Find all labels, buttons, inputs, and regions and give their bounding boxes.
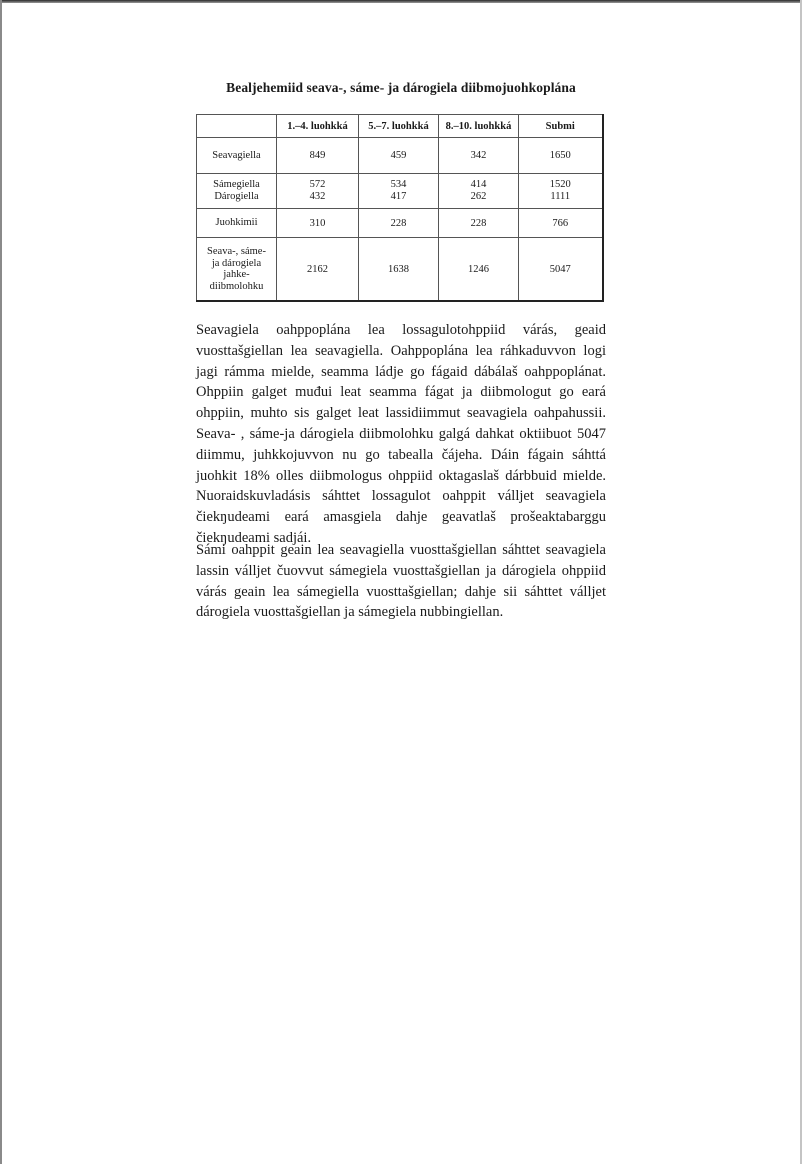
table-cell: 1638 bbox=[359, 238, 439, 302]
header-sum: Submi bbox=[519, 115, 603, 138]
row-label: Seavagiella bbox=[197, 138, 277, 174]
body-paragraph bbox=[196, 320, 606, 549]
header-empty bbox=[197, 115, 277, 138]
paragraph-text: Seavagiela oahppoplána lea lossagulotohppiid várás, geaid vuosttašgiellan lea seavagiella. Oahppoplána lea ráhkaduvvon logi jagi rámma mielde, seamma ládje go fágaid dábálaš oahppoplánat. Ohppiin galget muđui leat seamma fágat ja diibmologut go eará ohppiin, muhto sis galget leat lassidiimmut seavagiela oahpahussii. Seava- , sáme-ja dárogiela diibmolohku galgá dahkat oktiibuot 5047 diimmu, juhkkojuvvon nu go tabealla čájeha. Dáin fágain sáhttá juohkit 18% olles diibmologus ohppiid oktagaslaš dárbbuid mielde. Nuoraidskuvladásis sáhttet lossagulot oahppit válljet seavagiela čiekŋudeami eará amasgiela dahje geavatlaš prošeaktabarggu čiekŋudeami sadjái. bbox=[196, 322, 606, 546]
table-header-row bbox=[197, 115, 603, 138]
table-cell: 5047 bbox=[519, 238, 603, 302]
cell-line: 414 bbox=[470, 179, 487, 190]
body-paragraph bbox=[196, 540, 606, 623]
table-cell bbox=[359, 174, 439, 209]
row-label-line: jahke- bbox=[223, 269, 250, 280]
cell-line: 534 bbox=[390, 179, 407, 190]
table-cell: 228 bbox=[359, 209, 439, 238]
table-cell: 1650 bbox=[519, 138, 603, 174]
cell-line: 262 bbox=[470, 191, 487, 202]
cell-line: 1520 bbox=[549, 179, 571, 190]
hours-table bbox=[196, 114, 604, 302]
table-cell: 228 bbox=[439, 209, 519, 238]
table-row bbox=[197, 209, 603, 238]
scan-edge-top bbox=[0, 0, 802, 3]
row-label bbox=[197, 238, 277, 302]
table-row bbox=[197, 138, 603, 174]
table-cell: 459 bbox=[359, 138, 439, 174]
table-cell bbox=[519, 174, 603, 209]
table-cell: 1246 bbox=[439, 238, 519, 302]
table-cell: 766 bbox=[519, 209, 603, 238]
scan-edge-left bbox=[0, 0, 2, 1164]
cell-line: 432 bbox=[309, 191, 326, 202]
header-grade-1-4: 1.–4. luohkká bbox=[277, 115, 359, 138]
table-cell: 342 bbox=[439, 138, 519, 174]
table-cell bbox=[439, 174, 519, 209]
header-grade-8-10: 8.–10. luohkká bbox=[439, 115, 519, 138]
table-row bbox=[197, 238, 603, 302]
row-label bbox=[197, 174, 277, 209]
cell-line: 1111 bbox=[550, 191, 571, 202]
cell-line: 417 bbox=[390, 191, 407, 202]
row-label-line: Sámegiella bbox=[213, 179, 260, 190]
table-cell: 2162 bbox=[277, 238, 359, 302]
row-label: Juohkimii bbox=[197, 209, 277, 238]
table-title: Bealjehemiid seava-, sáme- ja dárogiela diibmojuohkoplána bbox=[226, 80, 576, 95]
header-grade-5-7: 5.–7. luohkká bbox=[359, 115, 439, 138]
table-cell bbox=[277, 174, 359, 209]
row-label-line: diibmolohku bbox=[209, 280, 264, 292]
row-label-line: Dárogiella bbox=[214, 191, 259, 202]
paragraph-text: Sámi oahppit geain lea seavagiella vuosttašgiellan sáhttet seavagiela lassin válljet čuovvut sámegiela vuosttašgiellan ja dárogiela ohppiid várás geain lea sámegiella vuosttašgiellan; dahje sii sáhttet válljet dárogiela vuosttašgiellan ja sámegiela nubbingiellan. bbox=[196, 542, 606, 621]
table-row bbox=[197, 174, 603, 209]
table-cell: 310 bbox=[277, 209, 359, 238]
cell-line: 572 bbox=[309, 179, 326, 190]
row-label-line: Seava-, sáme- bbox=[207, 246, 266, 257]
row-label-line: ja dárogiela bbox=[211, 257, 262, 269]
table-cell: 849 bbox=[277, 138, 359, 174]
